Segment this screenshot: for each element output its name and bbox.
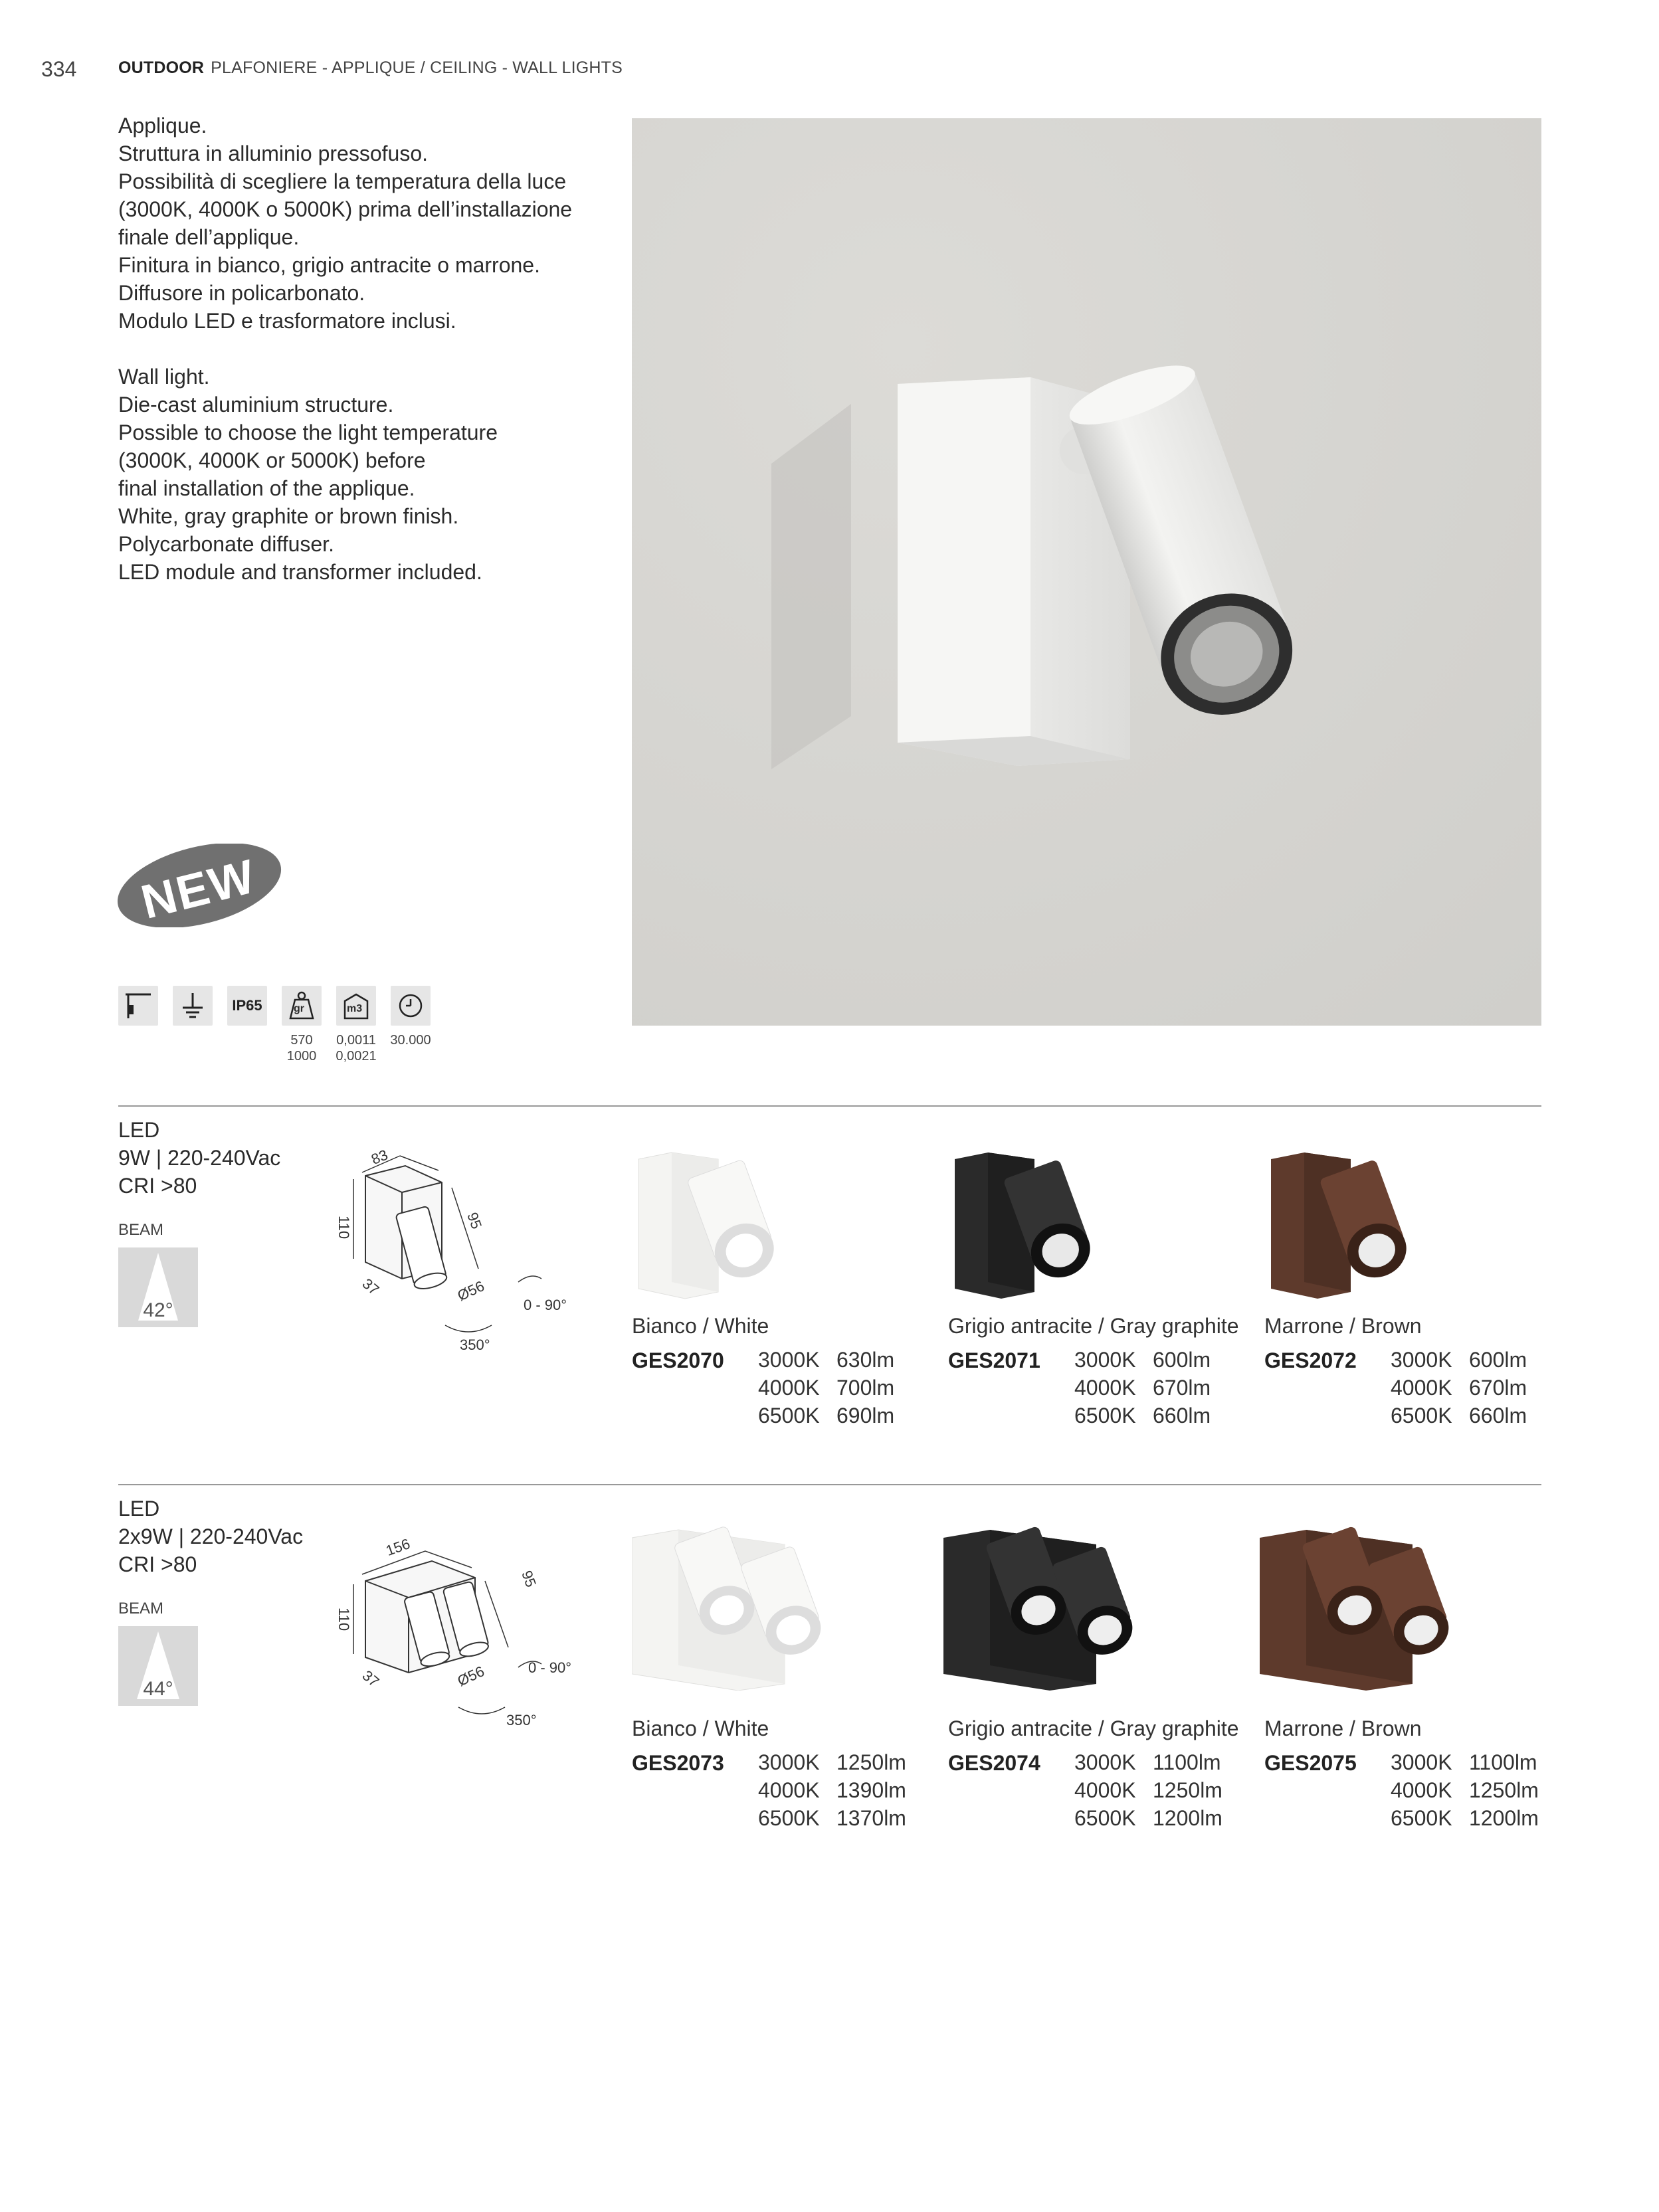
lumen-row [1074, 1748, 1260, 1776]
product-code: GES2070 [632, 1348, 724, 1372]
dim-base: 37 [359, 1667, 383, 1691]
lumen: 1250lm [1153, 1778, 1222, 1802]
finish-label: Marrone / Brown [1264, 1716, 1422, 1740]
temp: 4000K [1074, 1376, 1136, 1400]
dim-width: 83 [369, 1146, 391, 1168]
finish-label: Marrone / Brown [1264, 1314, 1422, 1338]
volume-unit: m3 [347, 1003, 363, 1014]
lumen-row [1074, 1804, 1260, 1832]
temp: 4000K [1391, 1778, 1452, 1802]
lumen: 690lm [836, 1404, 895, 1428]
lumen: 600lm [1153, 1348, 1211, 1372]
volume-value-2: 0,0021 [336, 1049, 377, 1063]
product-card [1260, 1518, 1479, 1694]
lumen: 1200lm [1153, 1806, 1222, 1830]
temp: 4000K [1074, 1778, 1136, 1802]
page-header [118, 58, 623, 78]
spec-power: 2x9W | 220-240Vac [118, 1524, 304, 1548]
lumen-row [758, 1346, 931, 1374]
temp: 6500K [1391, 1806, 1452, 1830]
lumen-table [758, 1346, 931, 1429]
section-divider [118, 1484, 1541, 1485]
desc-line: finale dell’applique. [118, 225, 300, 249]
lumen: 670lm [1469, 1376, 1527, 1400]
desc-line: LED module and transformer included. [118, 560, 482, 584]
weight-value-1: 570 [290, 1033, 313, 1048]
lumen-row [758, 1776, 944, 1804]
desc-line: (3000K, 4000K or 5000K) before [118, 448, 426, 472]
wall-mount-icon [118, 986, 158, 1026]
header-title: PLAFONIERE - APPLIQUE / CEILING - WALL LIGHTS [211, 58, 623, 77]
lumen: 1200lm [1469, 1806, 1539, 1830]
lumen-row [1074, 1374, 1247, 1402]
beam-label: BEAM [118, 1221, 164, 1239]
dim-depth: 95 [518, 1568, 540, 1590]
temp: 4000K [758, 1376, 820, 1400]
desc-line: Possibilità di scegliere la temperatura della luce [118, 169, 567, 193]
page-number: 334 [41, 57, 77, 81]
dimension-drawing [326, 1521, 605, 1740]
dim-height: 110 [336, 1216, 352, 1240]
temp: 3000K [1074, 1750, 1136, 1774]
spec-power: 9W | 220-240Vac [118, 1146, 281, 1170]
product-code: GES2073 [632, 1751, 724, 1775]
product-card [943, 1518, 1163, 1694]
temp: 3000K [1391, 1750, 1452, 1774]
product-code: GES2075 [1264, 1751, 1357, 1775]
dim-tilt: 0 - 90° [528, 1659, 572, 1676]
temp: 6500K [758, 1404, 820, 1428]
lumen-row [1074, 1346, 1247, 1374]
lumen-row [1074, 1402, 1247, 1429]
product-image-graphite [948, 1139, 1121, 1305]
wall-light-illustration [632, 118, 1541, 1026]
spec-block [118, 1495, 303, 1578]
spacer [118, 335, 623, 363]
dimension-drawing [326, 1136, 591, 1362]
ip-rating-icon [227, 986, 267, 1026]
header-section: OUTDOOR [118, 58, 205, 77]
dim-rotation: 350° [506, 1712, 537, 1728]
dim-diameter: Ø56 [454, 1277, 487, 1305]
lumen-row [758, 1402, 931, 1429]
desc-line: final installation of the applique. [118, 476, 415, 500]
lumen: 1390lm [836, 1778, 906, 1802]
product-image-graphite-double [943, 1518, 1163, 1691]
spec-type: LED [118, 1118, 160, 1142]
finish-label: Grigio antracite / Gray graphite [948, 1716, 1239, 1740]
lumen: 660lm [1153, 1404, 1211, 1428]
beam-angle: 42° [143, 1299, 173, 1321]
product-image-white-double [632, 1518, 851, 1691]
dim-base: 37 [359, 1275, 383, 1299]
temp: 3000K [1074, 1348, 1136, 1372]
lumen-table [1391, 1748, 1577, 1832]
spec-cri: CRI >80 [118, 1552, 197, 1576]
lumen-row [1391, 1776, 1577, 1804]
desc-line: Modulo LED e trasformatore inclusi. [118, 309, 456, 333]
product-card [948, 1139, 1121, 1309]
lumen-row [758, 1748, 944, 1776]
temp: 6500K [758, 1806, 820, 1830]
desc-line: Possible to choose the light temperature [118, 420, 498, 444]
temp: 4000K [758, 1778, 820, 1802]
lumen: 1370lm [836, 1806, 906, 1830]
temp: 6500K [1074, 1404, 1136, 1428]
lifetime-value: 30.000 [390, 1033, 431, 1048]
product-card [1264, 1139, 1437, 1309]
product-code: GES2071 [948, 1348, 1040, 1372]
lumen-table [1391, 1346, 1563, 1429]
desc-line: Struttura in alluminio pressofuso. [118, 141, 428, 165]
spec-cri: CRI >80 [118, 1174, 197, 1198]
dim-height: 110 [336, 1608, 352, 1631]
section-divider [118, 1105, 1541, 1107]
product-image-brown [1264, 1139, 1437, 1305]
temp: 4000K [1391, 1376, 1452, 1400]
temp: 3000K [758, 1750, 820, 1774]
lumen: 1250lm [1469, 1778, 1539, 1802]
lumen: 600lm [1469, 1348, 1527, 1372]
beam-angle-box [118, 1247, 198, 1327]
dim-depth: 95 [464, 1210, 486, 1232]
lumen: 630lm [836, 1348, 895, 1372]
product-code: GES2074 [948, 1751, 1040, 1775]
lumen-row [1074, 1776, 1260, 1804]
lumen-table [758, 1748, 944, 1832]
temp: 6500K [1074, 1806, 1136, 1830]
lumen: 1100lm [1153, 1750, 1221, 1774]
desc-line: Finitura in bianco, grigio antracite o marrone. [118, 253, 540, 277]
lumen-row [758, 1374, 931, 1402]
product-card [632, 1518, 851, 1694]
hero-product-photo [632, 118, 1541, 1026]
desc-line: Die-cast aluminium structure. [118, 393, 394, 416]
spec-block [118, 1116, 280, 1200]
lumen: 1250lm [836, 1750, 906, 1774]
lumen-row [1391, 1374, 1563, 1402]
desc-line: (3000K, 4000K o 5000K) prima dell’installazione [118, 197, 573, 221]
desc-line: Wall light. [118, 365, 210, 389]
lumen: 700lm [836, 1376, 895, 1400]
product-image-brown-double [1260, 1518, 1479, 1691]
dim-width: 156 [383, 1535, 413, 1560]
finish-label: Bianco / White [632, 1716, 769, 1740]
weight-icon [282, 986, 322, 1026]
dim-rotation: 350° [460, 1336, 490, 1353]
lumen-row [1391, 1804, 1577, 1832]
desc-line: Diffusore in policarbonato. [118, 281, 365, 305]
product-image-white [632, 1139, 805, 1305]
desc-line: White, gray graphite or brown finish. [118, 504, 459, 528]
new-badge-text: NEW [136, 850, 262, 929]
volume-icon [336, 986, 376, 1026]
weight-unit: gr [294, 1003, 304, 1014]
beam-label: BEAM [118, 1600, 164, 1617]
lifetime-clock-icon [391, 986, 431, 1026]
temp: 3000K [1391, 1348, 1452, 1372]
spec-type: LED [118, 1497, 160, 1521]
beam-angle-box [118, 1626, 198, 1706]
lumen: 660lm [1469, 1404, 1527, 1428]
volume-value-1: 0,0011 [336, 1033, 376, 1048]
earth-ground-icon [173, 986, 213, 1026]
beam-angle: 44° [143, 1678, 173, 1700]
lumen: 1100lm [1469, 1750, 1537, 1774]
lumen-table [1074, 1748, 1260, 1832]
dim-diameter: Ø56 [454, 1663, 487, 1690]
temp: 6500K [1391, 1404, 1452, 1428]
finish-label: Grigio antracite / Gray graphite [948, 1314, 1239, 1338]
dim-tilt: 0 - 90° [524, 1297, 567, 1313]
lumen-row [758, 1804, 944, 1832]
product-card [632, 1139, 805, 1309]
desc-line: Polycarbonate diffuser. [118, 532, 334, 556]
lumen: 670lm [1153, 1376, 1211, 1400]
lumen-row [1391, 1748, 1577, 1776]
temp: 3000K [758, 1348, 820, 1372]
lumen-row [1391, 1346, 1563, 1374]
lumen-row [1391, 1402, 1563, 1429]
new-badge [114, 844, 284, 927]
finish-label: Bianco / White [632, 1314, 769, 1338]
product-code: GES2072 [1264, 1348, 1357, 1372]
weight-value-2: 1000 [286, 1049, 317, 1063]
lumen-table [1074, 1346, 1247, 1429]
ip-rating-text: IP65 [232, 997, 262, 1014]
product-description [118, 112, 623, 586]
desc-line: Applique. [118, 114, 207, 138]
